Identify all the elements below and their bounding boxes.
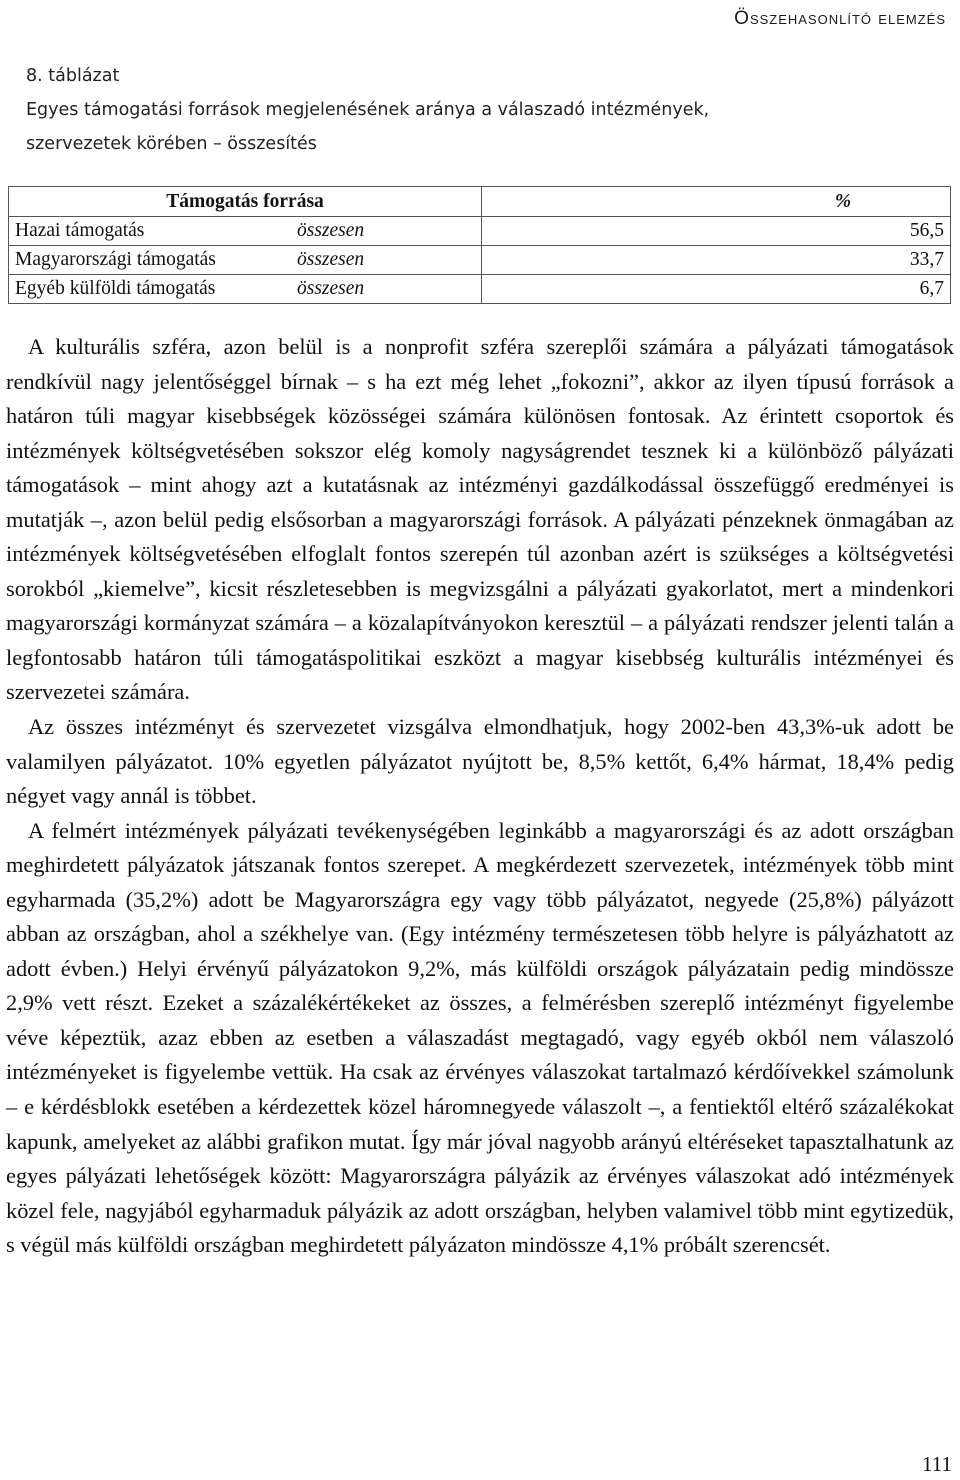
row-sublabel: összesen xyxy=(297,220,365,241)
table-caption-line-1: Egyes támogatási források megjelenésének aránya a válaszadó intézmények, xyxy=(26,100,710,120)
column-header-percent: % xyxy=(482,187,951,217)
row-value: 6,7 xyxy=(482,275,951,304)
table-row xyxy=(9,246,951,275)
row-label: Egyéb külföldi támogatás xyxy=(15,278,216,299)
paragraph-1: A kulturális szféra, azon belül is a nonprofit szféra szereplői számára a pályázati támogatások rendkívül nagy jelentőséggel bírnak – s ha ezt még lehet „fokozni”, akkor az ilyen típusú források a határon túli magyar kisebbségek közösségei számára különösen fontosak. Az érintett csoportok és intézmények költségvetésében sokszor elég komoly nagyságrendet tesznek ki a különböző pályázati támogatások – mint ahogy azt a kutatásnak az intézményi gazdálkodással összefüggő eredményei is mutatják –, azon belül pedig elsősorban a magyarországi források. A pályázati pénzeknek önmagában az intézmények költségvetésében elfoglalt fontos szerepén túl azonban azért is szükséges a költségvetési sorokból „kiemelve”, kicsit részletesebben is megvizsgálni a pályázati gyakorlatot, mert a mindenkori magyarországi kormányzat számára – a közalapítványokon keresztül – a pályázati rendszer jelenti talán a legfontosabb határon túli támogatáspolitikai eszközt a magyar kisebbség kulturális intézményei és szervezetei számára. xyxy=(6,334,954,705)
table-number: 8. táblázat xyxy=(26,66,120,86)
table-row xyxy=(9,217,951,246)
row-label-cell xyxy=(9,217,482,246)
page-number: 111 xyxy=(922,1452,952,1476)
paragraph-3: A felmért intézmények pályázati tevékenységében leginkább a magyarországi és az adott országban meghirdetett pályázatok játszanak fontos szerepet. A megkérdezett szervezetek, intézmények több mint egyharmada (35,2%) adott be Magyarországra egy vagy több pályázatot, negyede (25,8%) pályázott abban az országban, ahol a székhelye van. (Egy intézmény természetesen több helyre is pályázhatott az adott évben.) Helyi érvényű pályázatokon 9,2%, más külföldi országok pályázatain pedig mindössze 2,9% vett részt. Ezeket a százalékértékeket az összes, a felmérésben szereplő intézményt figyelembe véve képeztük, azaz ebben az esetben a válaszadást megtagadó, vagy egyéb okból nem válaszoló intézményeket is figyelembe vettük. Ha csak az érvényes válaszokat tartalmazó kérdőívekkel számolunk – e kérdésblokk esetében a kérdezettek közel háromnegyede válaszolt –, a fentiektől eltérő százalékokat kapunk, amelyeket az alábbi grafikon mutat. Így már jóval nagyobb arányú eltéréseket tapasztalhatunk az egyes pályázati lehetőségek között: Magyarországra pályázik az érvényes válaszokat adó intézmények közel fele, nagyjából egyharmaduk pályázik az adott országban, helyben valamivel több mint egytizedük, s végül más külföldi országban meghirdetett pályázaton mindössze 4,1% próbált szerencsét. xyxy=(6,817,954,1258)
row-value: 33,7 xyxy=(482,246,951,275)
row-label-cell xyxy=(9,246,482,275)
row-sublabel: összesen xyxy=(297,249,365,270)
running-header: Összehasonlító elemzés xyxy=(734,8,946,29)
row-label-cell xyxy=(9,275,482,304)
paragraph-2: Az összes intézményt és szervezetet vizsgálva elmondhatjuk, hogy 2002-ben 43,3%-uk adott be valamilyen pályázatot. 10% egyetlen pályázatot nyújtott be, 8,5% kettőt, 6,4% hármat, 18,4% pedig négyet vagy annál is többet. xyxy=(6,714,954,809)
row-label: Magyarországi támogatás xyxy=(15,249,216,270)
table-caption-line-2: szervezetek körében – összesítés xyxy=(26,134,317,154)
table-row xyxy=(9,275,951,304)
row-value: 56,5 xyxy=(482,217,951,246)
row-sublabel: összesen xyxy=(297,278,365,299)
table-header-row xyxy=(9,187,951,217)
support-sources-table xyxy=(8,186,951,304)
column-header-source: Támogatás forrása xyxy=(9,187,482,217)
row-label: Hazai támogatás xyxy=(15,220,145,241)
body-text xyxy=(6,330,954,1263)
